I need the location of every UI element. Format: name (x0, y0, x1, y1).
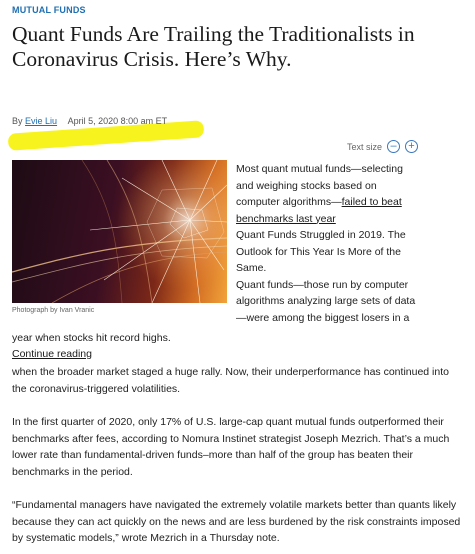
section-label[interactable]: MUTUAL FUNDS (12, 5, 86, 15)
related-article-title[interactable]: Quant Funds Struggled in 2019. The Outlook for This Year Is More of the Same. (236, 229, 406, 274)
summary-paragraph-2: Quant funds—those run by computer algorithms analyzing large sets of data —were among the biggest losers in a (236, 278, 416, 324)
byline-prefix: By (12, 116, 23, 126)
failed-benchmarks-link[interactable]: failed to beat benchmarks last year (236, 196, 402, 225)
photo-caption: Photograph by Ivan Vranic (12, 307, 95, 314)
article-paragraph-2: “Fundamental managers have navigated the extremely volatile markets better than quants likely because they can act quickly on the news and are less burdened by the risk constraints imposed by systematic models,” wrote Mezrich in a Thursday note. (12, 499, 461, 544)
summary-text: Most quant mutual funds—selecting and weighing stocks based on computer algorithms— (236, 163, 403, 208)
summary-column (236, 161, 416, 326)
continue-reading-link[interactable]: Continue reading (12, 348, 92, 360)
summary-paragraph (236, 161, 416, 227)
publish-date: April 5, 2020 8:00 am ET (67, 116, 168, 126)
article-headline: Quant Funds Are Trailing the Traditionalists in Coronavirus Crisis. Here’s Why. (12, 22, 415, 71)
text-size-decrease-button[interactable]: – (387, 140, 400, 153)
byline (12, 116, 167, 126)
article-photo (12, 160, 227, 303)
text-size-control (347, 140, 418, 153)
text-size-increase-button[interactable]: + (405, 140, 418, 153)
text-size-label: Text size (347, 141, 383, 152)
summary-paragraph-3: when the broader market staged a huge rally. Now, their underperformance has continued into the coronavirus-triggered volatilities. (12, 366, 449, 395)
cracked-glass-graphic (12, 160, 227, 303)
article-paragraph-1: In the first quarter of 2020, only 17% of U.S. large-cap quant mutual funds outperformed their benchmarks after fees, according to Nomura Instinet strategist Joseph Mezrich. That’s a much lower rate than fundamental-driven funds–more than half of the group has beaten their benchmarks in the period. (12, 416, 450, 478)
summary-paragraph-2-continued: year when stocks hit record highs. (12, 332, 171, 344)
author-link[interactable]: Evie Liu (25, 116, 58, 126)
